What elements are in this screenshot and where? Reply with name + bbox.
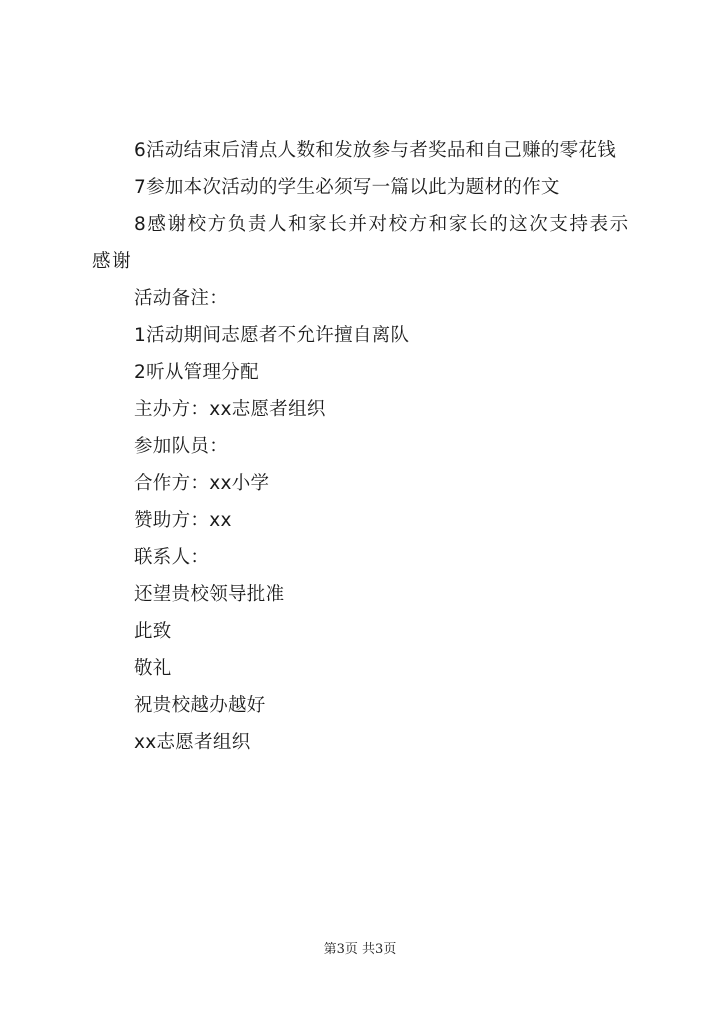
- body-line-remark-1: 1活动期间志愿者不允许擅自离队: [134, 325, 410, 346]
- body-line-contact: 联系人：: [134, 547, 210, 568]
- body-line-partner: 合作方：xx小学: [134, 473, 270, 494]
- body-line-remarks-heading: 活动备注：: [134, 288, 229, 309]
- document-body: [92, 132, 640, 761]
- body-line-wishes: 祝贵校越办越好: [134, 695, 266, 716]
- body-line-activity-step-8: 8感谢校方负责人和家长并对校方和家长的这次支持表示感谢: [92, 214, 630, 272]
- body-line-activity-step-6: 6活动结束后清点人数和发放参与者奖品和自己赚的零花钱: [134, 140, 617, 161]
- body-line-sponsor: 赞助方：xx: [134, 510, 232, 531]
- body-line-participants: 参加队员：: [134, 436, 229, 457]
- body-line-remark-2: 2听从管理分配: [134, 362, 259, 383]
- body-line-closing-1: 此致: [134, 621, 172, 642]
- body-line-closing-2: 敬礼: [134, 658, 172, 679]
- body-line-signature: xx志愿者组织: [134, 732, 251, 753]
- body-line-activity-step-7: 7参加本次活动的学生必须写一篇以此为题材的作文: [134, 177, 560, 198]
- body-line-organizer: 主办方：xx志愿者组织: [134, 399, 326, 420]
- body-line-approval-request: 还望贵校领导批准: [134, 584, 285, 605]
- page-footer: 第3页 共3页: [323, 942, 397, 957]
